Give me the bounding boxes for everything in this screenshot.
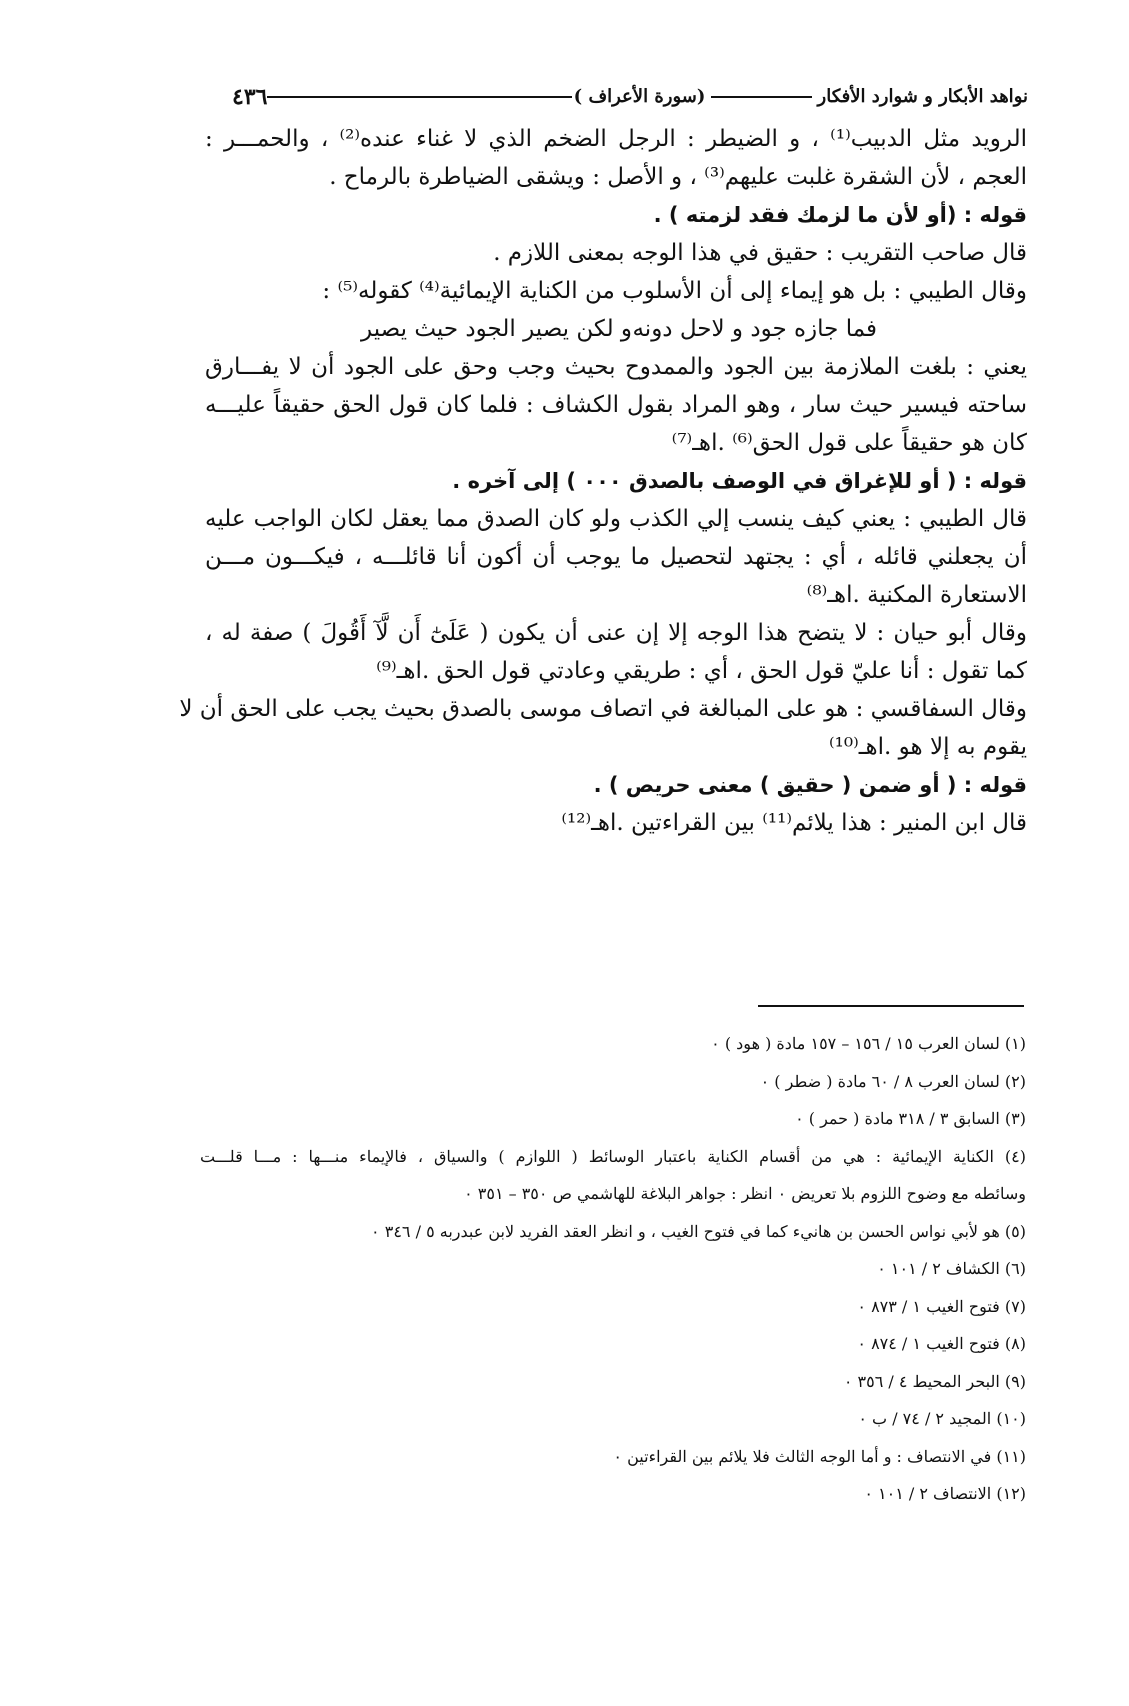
section-heading: قوله : ( أو للإغراق في الوصف بالصدق ٠٠٠ ) إلى آخره . <box>452 469 1027 493</box>
footnote-continuation: وسائطه مع وضوح اللزوم بلا تعريض ٠ انظر : جواهر البلاغة للهاشمي ص ٣٥٠ – ٣٥١ ٠ <box>464 1184 1026 1203</box>
text-line: قال ابن المنير : هذا يلائم⁽¹¹⁾ بين القراءتين .اهـ⁽¹²⁾ <box>561 810 1027 836</box>
footnotes <box>200 1025 1026 1513</box>
text-line: ساحته فيسير حيث سار ، وهو المراد بقول الكشاف : فلما كان قول الحق حقيقاً عليـــه <box>205 392 1027 418</box>
text-line: قال الطيبي : يعني كيف ينسب إلي الكذب ولو كان الصدق مما يعقل لكان الواجب عليه <box>205 506 1027 532</box>
section-heading: قوله : ( أو ضمن ( حقيق ) معنى حريص ) . <box>593 773 1027 797</box>
footnote: (٤) الكناية الإيمائية : هي من أقسام الكناية باعتبار الوسائط ( اللوازم ) والسياق ، فالإيماء منـــها : مـــا قلـــت <box>200 1146 1026 1166</box>
text-line: وقال السفاقسي : هو على المبالغة في اتصاف موسى بالصدق بحيث يجب على الحق أن لا <box>179 696 1027 722</box>
header-rule-left <box>267 96 571 98</box>
text-line: يقوم به إلا هو .اهـ⁽¹⁰⁾ <box>829 734 1027 760</box>
text-line: قال صاحب التقريب : حقيق في هذا الوجه بمعنى اللازم . <box>493 240 1027 266</box>
text-line: أن يجعلني قائله ، أي : يجتهد لتحصيل ما يوجب أن أكون أنا قائلـــه ، فيكـــون مـــن <box>205 544 1027 570</box>
section-heading: قوله : (أو لأن ما لزمك فقد لزمته ) . <box>653 203 1027 227</box>
page-number: ٤٣٦ <box>232 84 268 110</box>
footnote: (٣) السابق ٣ / ٣١٨ مادة ( حمر ) ٠ <box>795 1109 1026 1128</box>
verse-second-hemistich: و لكن يصير الجود حيث يصير <box>361 316 632 342</box>
running-title: نواهد الأبكار و شوارد الأفكار <box>817 86 1028 107</box>
footnote: (١) لسان العرب ١٥ / ١٥٦ – ١٥٧ مادة ( هود ) ٠ <box>711 1034 1026 1053</box>
footnote: (٥) هو لأبي نواس الحسن بن هانيء كما في فتوح الغيب ، و انظر العقد الفريد لابن عبدربه ٥ / ٣٤٦ ٠ <box>371 1221 1026 1241</box>
footnote: (٨) فتوح الغيب ١ / ٨٧٤ ٠ <box>857 1334 1026 1353</box>
main-text <box>179 120 1027 842</box>
footnote: (٧) فتوح الغيب ١ / ٨٧٣ ٠ <box>857 1296 1026 1316</box>
footnote: (١٠) المجيد ٢ / ٧٤ / ب ٠ <box>858 1409 1026 1428</box>
text-line: يعني : بلغت الملازمة بين الجود والممدوح بحيث وجب وحق على الجود أن لا يفـــارق <box>205 354 1027 380</box>
footnote: (٦) الكشاف ٢ / ١٠١ ٠ <box>877 1259 1026 1278</box>
text-line: وقال الطيبي : بل هو إيماء إلى أن الأسلوب من الكناية الإيمائية⁽⁴⁾ كقوله⁽⁵⁾ : <box>322 278 1027 304</box>
verse-first-hemistich: فما جازه جود و لاحل دونه <box>632 316 877 342</box>
text-line: كان هو حقيقاً على قول الحق⁽⁶⁾ .اهـ⁽⁷⁾ <box>671 430 1027 456</box>
text-line: الاستعارة المكنية .اهـ⁽⁸⁾ <box>806 582 1027 608</box>
footnote: (٢) لسان العرب ٨ / ٦٠ مادة ( ضطر ) ٠ <box>760 1071 1026 1091</box>
text-line: العجم ، لأن الشقرة غلبت عليهم⁽³⁾ ، و الأصل : ويشقى الضياطرة بالرماح . <box>329 164 1027 190</box>
header-rule-middle <box>711 96 811 98</box>
poetry-verse <box>205 310 1027 348</box>
footnote-separator <box>758 1005 1024 1007</box>
text-line: الرويد مثل الدبيب⁽¹⁾ ، و الضيطر : الرجل الضخم الذي لا غناء عنده⁽²⁾ ، والحمـــر : <box>205 126 1027 152</box>
footnote: (١٢) الانتصاف ٢ / ١٠١ ٠ <box>864 1484 1026 1503</box>
footnote: (٩) البحر المحيط ٤ / ٣٥٦ ٠ <box>843 1371 1026 1391</box>
page-header <box>232 84 1028 110</box>
text-line: كما تقول : أنا عليّ قول الحق ، أي : طريقي وعادتي قول الحق .اهـ⁽⁹⁾ <box>376 658 1027 684</box>
text-line: وقال أبو حيان : لا يتضح هذا الوجه إلا إن عنى أن يكون ( عَلَىٰٓ أَن لَّآ أَقُولَ ) صفة له ، <box>205 620 1027 646</box>
chapter-title: ( سورة الأعراف) <box>573 86 706 107</box>
footnote: (١١) في الانتصاف : و أما الوجه الثالث فلا يلائم بين القراءتين ٠ <box>613 1446 1026 1466</box>
